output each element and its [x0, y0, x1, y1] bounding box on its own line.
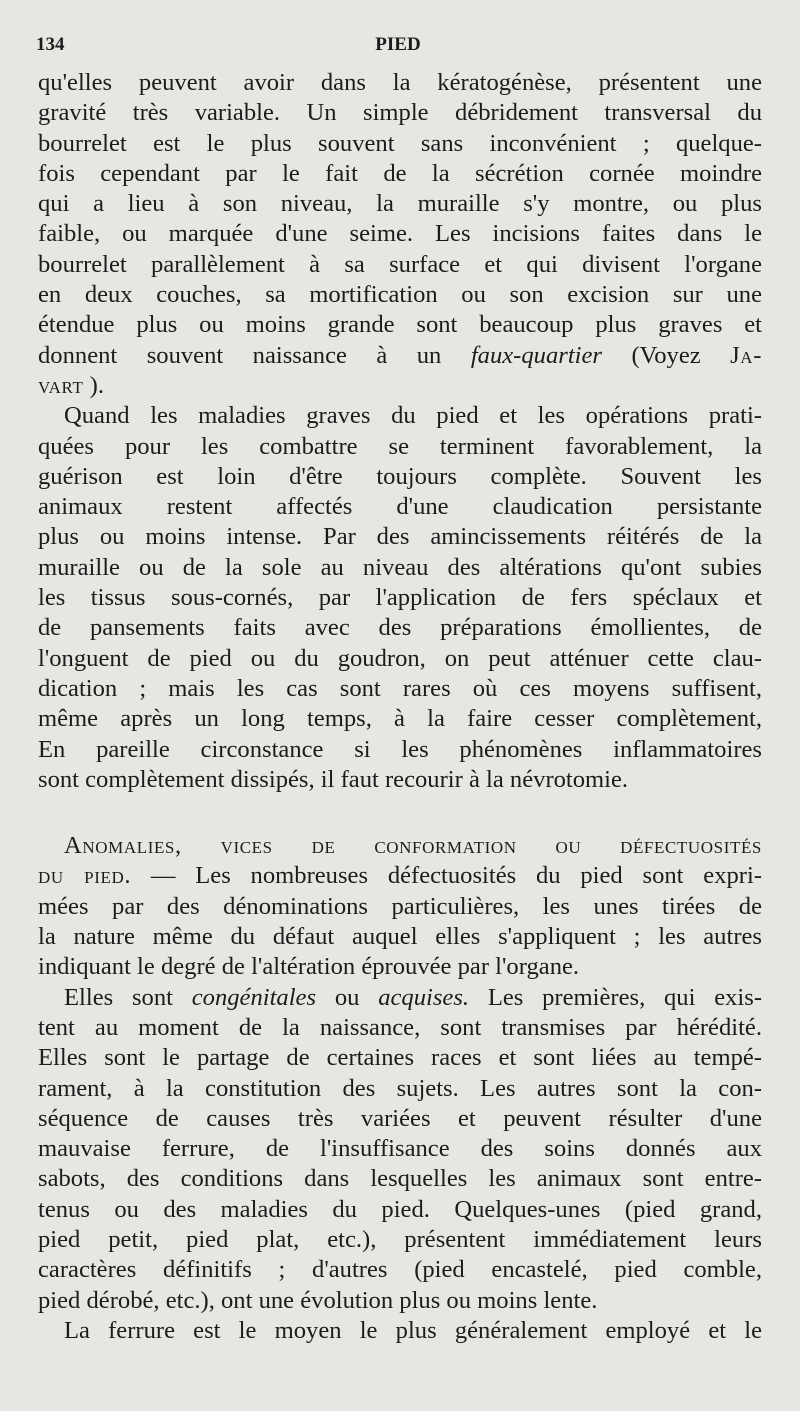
paragraph	[38, 401, 762, 795]
text-line	[38, 1195, 762, 1225]
text-line	[38, 371, 762, 401]
text-line	[38, 68, 762, 98]
line-text: bourrelet parallèlement à sa surface et qui divisent l'organe	[38, 250, 762, 278]
running-title: PIED	[375, 34, 421, 55]
line-text: pied petit, pied plat, etc.), présentent immédiatement leurs	[38, 1225, 762, 1253]
line-text: tenus ou des maladies du pied. Quelques-unes (pied grand,	[38, 1195, 762, 1223]
text-line	[38, 492, 762, 522]
text-line	[38, 831, 762, 861]
line-sc: du pied.	[38, 862, 132, 890]
line-after: ).	[89, 371, 104, 399]
line-text: de pansements faits avec des préparations émollientes, de	[38, 614, 762, 642]
body-text	[38, 68, 762, 1346]
line-italic2: acquises.	[378, 983, 470, 1011]
text-line	[38, 1134, 762, 1164]
line-text: donnent souvent naissance à un	[38, 341, 442, 369]
text-line	[38, 341, 762, 371]
text-line	[38, 189, 762, 219]
line-text: faible, ou marquée d'une seime. Les incisions faites dans le	[38, 220, 762, 248]
line-after: Les premières, qui exis-	[487, 983, 763, 1011]
line-italic: faux-quartier	[470, 341, 602, 369]
line-italic: congénitales	[191, 983, 317, 1011]
text-line	[38, 861, 762, 891]
text-line	[38, 250, 762, 280]
line-text: Elles sont	[64, 983, 173, 1011]
text-line	[38, 159, 762, 189]
text-line	[38, 1255, 762, 1285]
line-text: dication ; mais les cas sont rares où ces moyens suffisent,	[38, 674, 762, 702]
text-line	[38, 1043, 762, 1073]
line-text: tent au moment de la naissance, sont transmises par hérédité.	[38, 1013, 762, 1041]
section-gap	[38, 795, 762, 831]
line-text: rament, à la constitution des sujets. Les autres sont la con-	[38, 1074, 762, 1102]
text-line	[38, 1013, 762, 1043]
text-line	[38, 432, 762, 462]
line-text: animaux restent affectés d'une claudication persistante	[38, 493, 762, 521]
line-text: même après un long temps, à la faire cesser complètement,	[38, 705, 762, 733]
line-text: guérison est loin d'être toujours complète. Souvent les	[38, 462, 762, 490]
line-text: qui a lieu à son niveau, la muraille s'y montre, ou plus	[38, 190, 762, 218]
line-text: quées pour les combattre se terminent favorablement, la	[38, 432, 762, 460]
line-text: bourrelet est le plus souvent sans inconvénient ; quelque-	[38, 129, 762, 157]
paragraph	[38, 68, 762, 401]
text-line	[38, 522, 762, 552]
text-line	[38, 129, 762, 159]
line-text: séquence de causes très variées et peuvent résulter d'une	[38, 1104, 762, 1132]
text-line	[38, 462, 762, 492]
line-text: sabots, des conditions dans lesquelles les animaux sont entre-	[38, 1165, 762, 1193]
text-line	[38, 765, 762, 795]
line-text: pied dérobé, etc.), ont une évolution plus ou moins lente.	[38, 1286, 598, 1314]
paragraph	[38, 831, 762, 982]
line-text: gravité très variable. Un simple débridement transversal du	[38, 99, 762, 127]
text-line	[38, 644, 762, 674]
text-line	[38, 952, 762, 982]
text-line	[38, 892, 762, 922]
text-line	[38, 401, 762, 431]
line-text: La ferrure est le moyen le plus généralement employé et le	[64, 1316, 762, 1344]
line-sc_line: Anomalies, vices de conformation ou défectuosités	[64, 832, 762, 860]
line-text: Elles sont le partage de certaines races et sont liées au tempé-	[38, 1044, 762, 1072]
line-text: étendue plus ou moins grande sont beaucoup plus graves et	[38, 311, 762, 339]
line-sc: Ja-	[730, 341, 762, 369]
line-text: indiquant le degré de l'altération éprouvée par l'organe.	[38, 953, 580, 981]
line-mid: ou	[334, 983, 360, 1011]
line-text: l'onguent de pied ou du goudron, on peut atténuer cette clau-	[38, 644, 762, 672]
line-after: (Voyez	[631, 341, 701, 369]
line-text: Quand les maladies graves du pied et les opérations prati-	[64, 402, 762, 430]
paragraph	[38, 1316, 762, 1346]
running-head	[36, 34, 760, 58]
line-text: les tissus sous-cornés, par l'application de fers spéclaux et	[38, 584, 762, 612]
text-line	[38, 704, 762, 734]
line-text: mées par des dénominations particulières, les unes tirées de	[38, 892, 762, 920]
text-line	[38, 310, 762, 340]
text-line	[38, 1074, 762, 1104]
text-line	[38, 1286, 762, 1316]
line-text: fois cependant par le fait de la sécrétion cornée moindre	[38, 159, 762, 187]
page-number: 134	[36, 34, 65, 55]
text-line	[38, 583, 762, 613]
text-line	[38, 280, 762, 310]
text-line	[38, 983, 762, 1013]
text-line	[38, 1316, 762, 1346]
text-line	[38, 219, 762, 249]
text-line	[38, 553, 762, 583]
line-text: en deux couches, sa mortification ou son excision sur une	[38, 281, 762, 309]
text-line	[38, 98, 762, 128]
line-text: muraille ou de la sole au niveau des altérations qu'ont subies	[38, 553, 762, 581]
line-text: mauvaise ferrure, de l'insuffisance des soins donnés aux	[38, 1135, 762, 1163]
line-text: — Les nombreuses défectuosités du pied sont expri-	[150, 862, 762, 890]
text-line	[38, 1104, 762, 1134]
text-line	[38, 674, 762, 704]
paragraph	[38, 983, 762, 1316]
line-text: En pareille circonstance si les phénomènes inflammatoires	[38, 735, 762, 763]
line-text: caractères définitifs ; d'autres (pied encastelé, pied comble,	[38, 1256, 762, 1284]
line-text: plus ou moins intense. Par des amincissements réitérés de la	[38, 523, 762, 551]
text-line	[38, 922, 762, 952]
line-text: la nature même du défaut auquel elles s'appliquent ; les autres	[38, 923, 762, 951]
line-text: qu'elles peuvent avoir dans la kératogénèse, présentent une	[38, 69, 762, 96]
text-line	[38, 613, 762, 643]
text-line	[38, 1225, 762, 1255]
text-line	[38, 1164, 762, 1194]
line-sc_only: vart	[38, 371, 84, 399]
line-text: sont complètement dissipés, il faut recourir à la névrotomie.	[38, 765, 629, 793]
text-line	[38, 735, 762, 765]
